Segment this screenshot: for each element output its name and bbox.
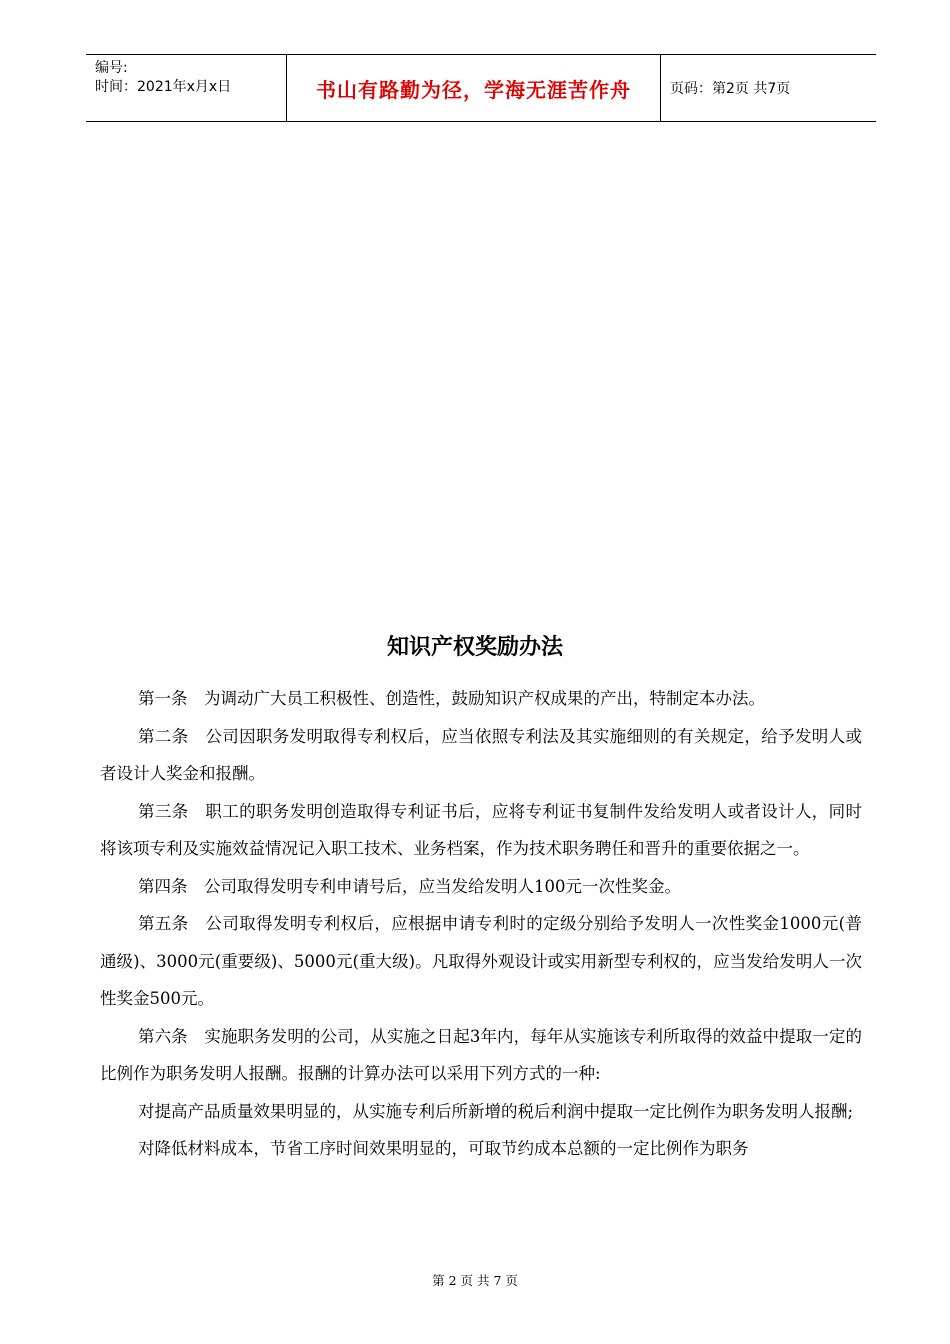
paragraph-method-cost: 对降低材料成本，节省工序时间效果明显的，可取节约成本总额的一定比例作为职务 [138,1139,749,1158]
document-header [86,54,876,122]
paragraph-method-quality: 对提高产品质量效果明显的，从实施专利后所新增的税后利润中提取一定比例作为职务发明人报酬; [138,1101,854,1121]
paragraph-article-6: 第六条 实施职务发明的公司，从实施之日起3年内，每年从实施该专利所取得的效益中提取一定的比例作为职务发明人报酬。报酬的计算办法可以采用下列方式的一种: [100,1026,862,1083]
paragraph-article-3: 第三条 职工的职务发明创造取得专利证书后，应将专利证书复制件发给发明人或者设计人，同时将该项专利及实施效益情况记入职工技术、业务档案，作为技术职务聘任和晋升的重要依据之一。 [100,801,862,858]
paragraph-article-2: 第二条 公司因职务发明取得专利权后，应当依照专利法及其实施细则的有关规定，给予发明人或者设计人奖金和报酬。 [100,726,862,783]
document-body [100,680,862,1168]
page-footer: 第 2 页 共 7 页 [432,1273,518,1288]
paragraph-article-1: 第一条 为调动广大员工积极性、创造性，鼓励知识产权成果的产出，特制定本办法。 [138,689,765,708]
paragraph-article-4: 第四条 公司取得发明专利申请号后，应当发给发明人100元一次性奖金。 [138,876,681,896]
header-page-info: 页码：第2页 共7页 [670,81,791,97]
number-label: 编号: [95,60,128,76]
header-motto: 书山有路勤为径，学海无涯苦作舟 [287,55,661,121]
document-title: 知识产权奖励办法 [386,635,563,660]
paragraph-article-5: 第五条 公司取得发明专利权后，应根据申请专利时的定级分别给予发明人一次性奖金1000元(普通级)、3000元(重要级)、5000元(重大级)。凡取得外观设计或实用新型专利权的，应当发给发明人一次性奖金500元。 [100,914,862,1008]
time-label: 时间：2021年x月x日 [95,79,232,95]
header-meta [86,55,287,121]
